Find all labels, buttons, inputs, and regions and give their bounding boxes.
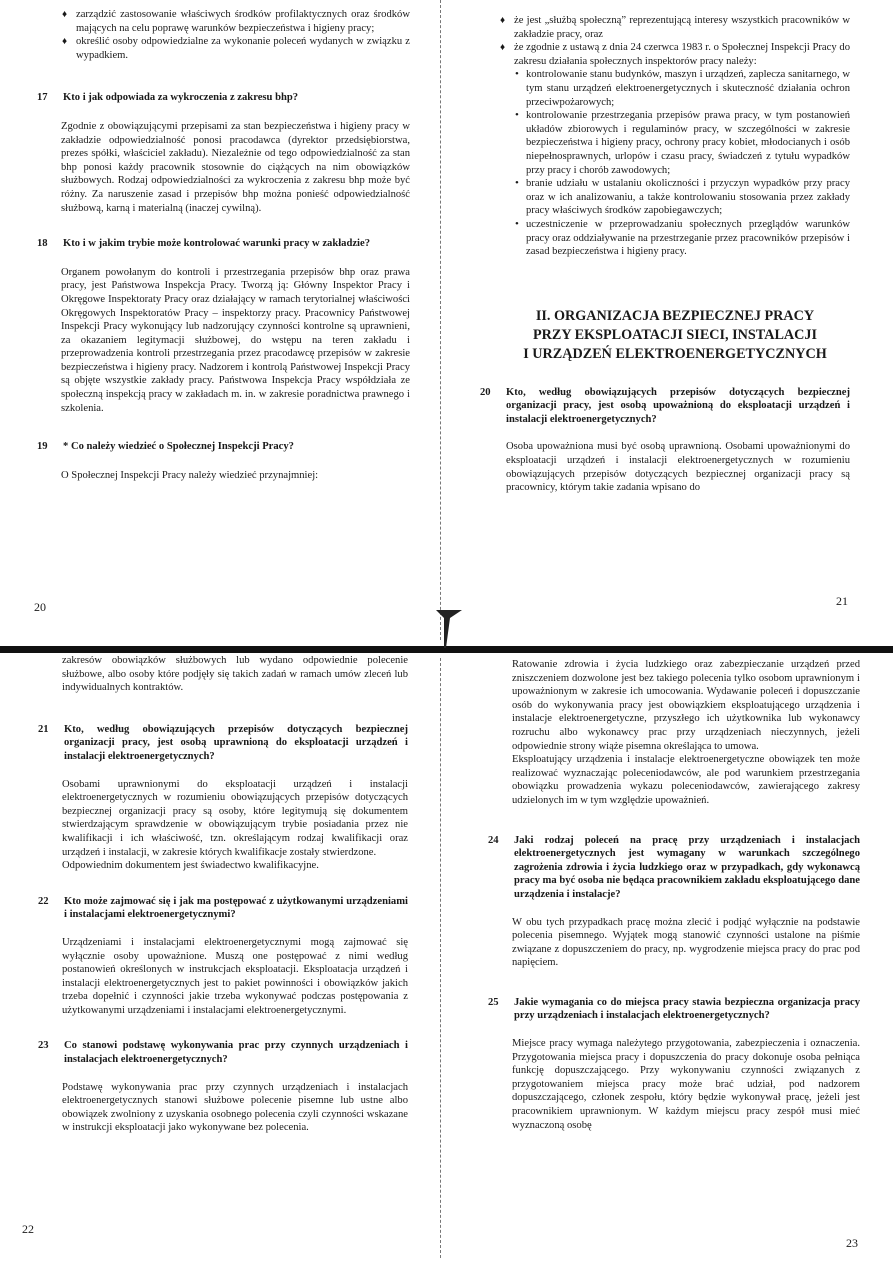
page-20-column bbox=[37, 8, 410, 482]
question-text: Jaki rodzaj poleceń na pracę przy urządzeniach i instalacjach elektroenergetycznych jest wymagany w warunkach szczególnego zagrożenia zdrowia i życia ludzkiego oraz w przypadkach, gdy wykonawcą pracy ma być osoba nie będąca pracownikiem zakładu eksploatującego dane urządzenia i instalacje? bbox=[514, 834, 860, 900]
question-21 bbox=[38, 723, 408, 764]
answer-19: O Społecznej Inspekcji Pracy należy wiedzieć przynajmniej: bbox=[61, 469, 319, 481]
question-number: 21 bbox=[38, 723, 49, 735]
page-number: 23 bbox=[846, 1236, 858, 1250]
page-22-column bbox=[38, 654, 408, 1135]
intro-text: Ratowanie zdrowia i życia ludzkiego oraz zabezpieczanie urządzeń przed zniszczeniem dozwolone jest bez takiego polecenia tylko osobom uprawnionym i upoważnionym w zakresie ich umocowania. Wydawanie poleceń i dopuszczanie osób do wykonywania pracy jest obowiązkiem eksploatującego urządzenia i instalacje elektroenergetyczne, przyszłego ich użytkownika lub wykonawcy rozruchu albo wykonawcy prac przy urządzeniach nieczynnych, jeżeli odpowiednie strony wiąże pisemna określająca to umowa. bbox=[512, 659, 860, 752]
fold-line-bottom bbox=[440, 658, 442, 1258]
answer-23: Podstawę wykonywania prac przy czynnych urządzeniach i instalacjach elektroenergetycznych stanowi służbowe polecenie pisemne lub ustne albo obowiązek zwolniony z uzyskania osobnego polecenia czyli czynności wskazane w instrukcji eksploatacji jako wykonywane bez polecenia. bbox=[62, 1081, 408, 1134]
page-21-bullet-list bbox=[500, 14, 850, 68]
section-title-line: II. ORGANIZACJA BEZPIECZNEJ PRACY bbox=[535, 307, 815, 324]
intro-text-2: Eksploatujący urządzenia i instalacje elektroenergetyczne obowiązek ten może realizować wyznaczając poleceniodawców, ale pod warunkiem przestrzegania obowiązku prowadzenia wykazu poleceniodawców, zawierającego zakresy udzielonych im w tym względzie upoważnień. bbox=[512, 754, 860, 806]
answer-25: Miejsce pracy wymaga należytego przygotowania, zabezpieczenia i oznaczenia. Przygotowania miejsca pracy i dopuszczenia do pracy dokonuje osoba pełniąca funkcję dopuszczającego. Przy wykonywaniu czynności związanych z przygotowaniem miejsca pracy może brać udział, pod nadzorem dopuszczającego, członek zespołu, który będzie wykonywał pracę, jeżeli jest pracownikiem uprawnionym. W każdym miejscu pracy zespół musi mieć wyznaczoną osobę bbox=[512, 1038, 860, 1131]
question-text: Kto i w jakim trybie może kontrolować warunki pracy w zakładzie? bbox=[63, 238, 370, 250]
question-text: Kto, według obowiązujących przepisów dotyczących bezpiecznej organizacji pracy, jest osobą uprawnioną do eksploatacji urządzeń i instalacji elektroenergetycznych? bbox=[64, 723, 408, 762]
section-heading bbox=[500, 307, 850, 364]
page-number: 21 bbox=[836, 594, 848, 608]
question-text: Kto i jak odpowiada za wykroczenia z zakresu bhp? bbox=[63, 92, 299, 104]
list-item: • uczestniczenie w przeprowadzaniu społecznych przeglądów warunków pracy oraz oddziaływanie na przestrzeganie przez pracowników przepisów i zasad bezpieczeństwa i higieny pracy. bbox=[514, 218, 850, 259]
page-number: 20 bbox=[34, 600, 46, 614]
page-23-column bbox=[488, 658, 860, 1132]
page-number: 22 bbox=[22, 1222, 34, 1236]
question-22 bbox=[38, 895, 408, 922]
question-number: 25 bbox=[488, 996, 499, 1008]
question-19 bbox=[37, 440, 410, 454]
section-title-line: I URZĄDZEŃ ELEKTROENERGETYCZNYCH bbox=[523, 345, 827, 362]
question-17 bbox=[37, 91, 410, 105]
fold-mark-icon bbox=[434, 606, 464, 648]
question-text: Kto może zajmować się i jak ma postępować z użytkowanymi urządzeniami i instalacjami elektroenergetycznymi? bbox=[64, 895, 408, 921]
question-24 bbox=[488, 834, 860, 902]
list-item: • branie udziału w ustalaniu okoliczności i przyczyn wypadków przy pracy oraz w ich analizowaniu, a także kontrolowaniu stosowania przez zakłady pracy właściwych środków zapobiegawczych; bbox=[514, 177, 850, 218]
page-20-bullet-list bbox=[62, 8, 410, 62]
question-number: 22 bbox=[38, 895, 49, 907]
page-21-sub-list bbox=[514, 68, 850, 258]
question-20 bbox=[480, 386, 850, 427]
question-number: 20 bbox=[480, 386, 491, 398]
list-item: • kontrolowanie stanu budynków, maszyn i urządzeń, zaplecza sanitarnego, w tym stanu urządzeń elektroenergetycznych i skuteczność działania ochron przeciwpożarowych; bbox=[514, 68, 850, 109]
list-item: ♦ że jest „służbą społeczną” reprezentującą interesy wszystkich pracowników w zakładzie pracy, oraz bbox=[500, 14, 850, 41]
question-text: Jakie wymagania co do miejsca pracy stawia bezpieczna organizacja pracy przy urządzeniach i instalacjach elektroenergetycznych? bbox=[514, 996, 860, 1022]
list-item: ♦ zarządzić zastosowanie właściwych środków profilaktycznych oraz środków mających na celu poprawę warunków bezpieczeństwa i higieny pracy; bbox=[62, 8, 410, 35]
question-number: 19 bbox=[37, 441, 48, 453]
page-21-column bbox=[480, 14, 850, 495]
question-text: Kto, według obowiązujących przepisów dotyczących bezpiecznej organizacji pracy, jest osobą upoważnioną do eksploatacji urządzeń i instalacji elektroenergetycznych? bbox=[506, 386, 850, 425]
question-number: 18 bbox=[37, 238, 48, 250]
answer-18: Organem powołanym do kontroli i przestrzegania przepisów bhp oraz prawa pracy, jest Państwowa Inspekcja Pracy. Tworzą ją: Główny Inspektor Pracy i Okręgowe Inspektoraty Pracy oraz działający w ramach terytorialnej właściwości Okręgowych Inspektoratów Pracy – inspektorzy pracy. Pracownicy Państwowej Inspekcji Pracy wykonujący lub nadzorujący czynności kontrolne są uprawnieni, za okazaniem legitymacji służbowej, do wstępu na teren zakładu i przeprowadzenia kontroli przestrzegania przez pracodawcę przepisów w zakresie bezpieczeństwa i higieny pracy. Nadzorem i kontrolą Państwowej Inspekcji Pracy są objęte wszystkie zakłady pracy. Państwowa Inspekcja Pracy współdziała ze społeczną inspekcją pracy w zakładach m. in. w zakresie poradnictwa prawnego i szkolenia. bbox=[61, 266, 410, 414]
question-number: 23 bbox=[38, 1040, 49, 1052]
intro-text: zakresów obowiązków służbowych lub wydano odpowiednie polecenie służbowe, albo osoby które podjęły się takich zadań w ramach umów zleceń lub indywidualnych kontraktów. bbox=[62, 655, 408, 694]
list-item: ♦ określić osoby odpowiedzialne za wykonanie poleceń wydanych w związku z wypadkiem. bbox=[62, 35, 410, 62]
question-text: * Co należy wiedzieć o Społecznej Inspekcji Pracy? bbox=[63, 441, 294, 453]
question-number: 17 bbox=[37, 92, 48, 104]
question-text: Co stanowi podstawę wykonywania prac przy czynnych urządzeniach i instalacjach elektroenergetycznych? bbox=[64, 1040, 408, 1066]
answer-20: Osoba upoważniona musi być osobą uprawnioną. Osobami upoważnionymi do eksploatacji urządzeń i instalacji elektroenergetycznych w rozumieniu obowiązujących przepisów dotyczących bezpiecznej organizacji pracy są pracownicy, którym takie zadania wpisano do bbox=[506, 441, 850, 494]
answer-21: Osobami uprawnionymi do eksploatacji urządzeń i instalacji elektroenergetycznych w rozumieniu obowiązujących przepisów dotyczących bezpiecznej organizacji pracy są osoby, które legitymują się dokumentem stwierdzającym sprawdzenie w obowiązującym trybie posiadania przez nie kwalifikacji i ich właściwość, tzn. określającym rodzaj kwalifikacji oraz urządzeń i instalacji, w zakresie których kwalifikacje zostały stwierdzone. bbox=[62, 778, 408, 858]
answer-17: Zgodnie z obowiązującymi przepisami za stan bezpieczeństwa i higieny pracy w zakładzie odpowiedzialność ponosi pracodawca (dyrektor przedsiębiorstwa, prezes spółki, właściciel zakładu). Niezależnie od tego odpowiedzialność za stan bhp ponosi każdy pracownik stosownie do ciążących na nim obowiązków służbowych. Rodzaj odpowiedzialności za wykroczenia z zakresu bhp może być różny. Za naruszenie zasad i przepisów bhp można ponieść odpowiedzialność służbową, karną i materialną (inaczej cywilną). bbox=[61, 120, 410, 214]
answer-24: W obu tych przypadkach pracę można zlecić i podjąć wyłącznie na podstawie polecenia pisemnego. Wyjątek mogą stanowić czynności ustalone na piśmie związane z dopuszczeniem do pracy, np. wygrodzenie miejsca pracy do prac pod napięciem. bbox=[512, 916, 860, 969]
answer-21-note: Odpowiednim dokumentem jest świadectwo kwalifikacyjne. bbox=[62, 860, 319, 872]
question-25 bbox=[488, 996, 860, 1023]
section-title-line: PRZY EKSPLOATACJI SIECI, INSTALACJI bbox=[532, 326, 818, 343]
fold-line-top bbox=[440, 0, 442, 640]
list-item: ♦ że zgodnie z ustawą z dnia 24 czerwca 1983 r. o Społecznej Inspekcji Pracy do zakresu działania społecznych inspektorów pracy należy: bbox=[500, 41, 850, 68]
question-23 bbox=[38, 1039, 408, 1066]
question-18 bbox=[37, 237, 410, 251]
answer-22: Urządzeniami i instalacjami elektroenergetycznymi mogą zajmować się wyłącznie osoby upoważnione. Muszą one postępować z nimi według postanowień określonych w instrukcjach eksploatacji. Eksploatacja urządzeń i instalacji elektroenergetycznych jest to pakiet powinności i obowiązków jakich trzeba dopełnić i czynności jakie trzeba wykonywać podczas postępowania z użytkowanymi urządzeniami i instalacjami elektroenergetycznymi. bbox=[62, 936, 408, 1016]
list-item: • kontrolowanie przestrzegania przepisów prawa pracy, w tym postanowień układów zbiorowych i regulaminów pracy, w szczególności w zakresie bezpieczeństwa i higieny pracy, ochrony pracy kobiet, młodocianych i osób niepełnosprawnych, urlopów i czasu pracy, świadczeń z tytułu wypadków przy pracy i chorób zawodowych; bbox=[514, 109, 850, 177]
question-number: 24 bbox=[488, 834, 499, 846]
